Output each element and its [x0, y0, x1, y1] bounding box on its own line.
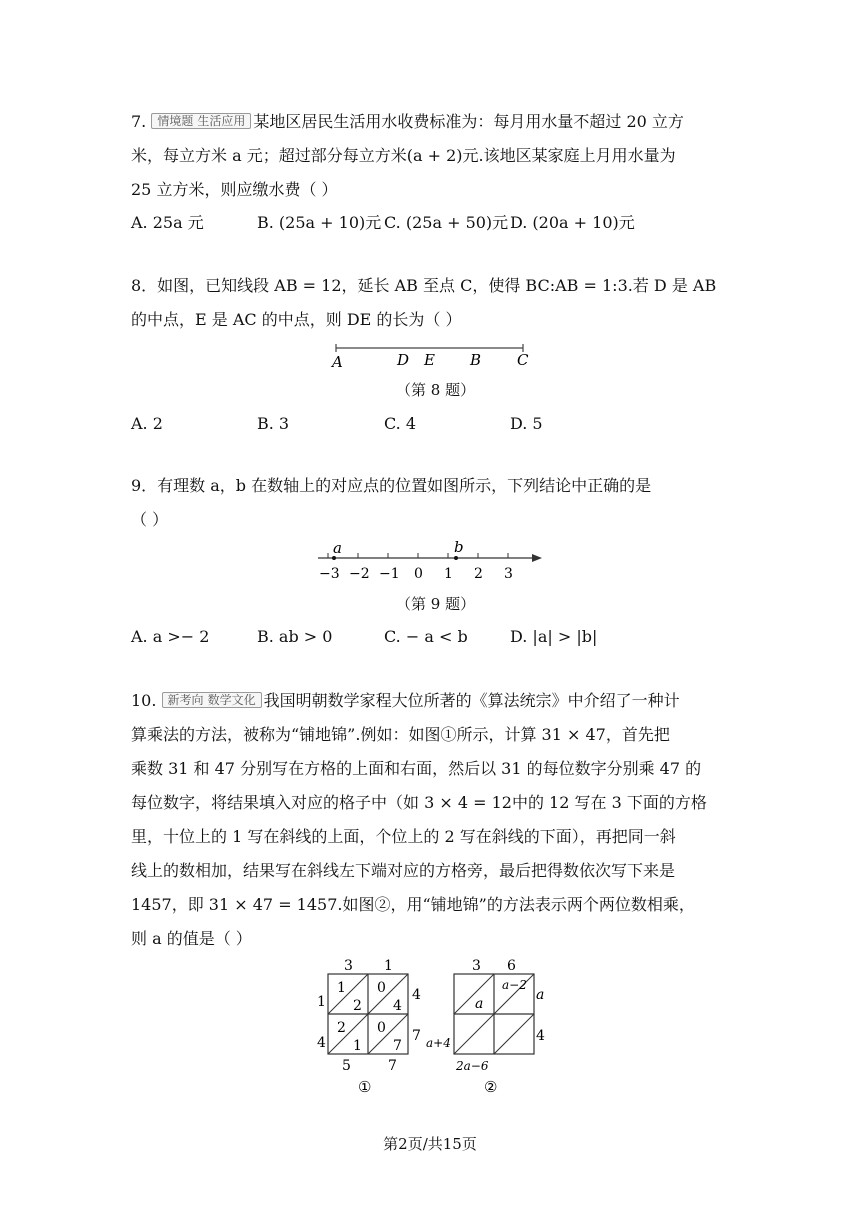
q9-tick-label: −1 — [379, 566, 400, 582]
q9-option-d: D. |a| > |b| — [510, 627, 598, 646]
q8-caption: （第 8 题） — [396, 381, 476, 399]
fig1-left-digit: 1 — [317, 994, 326, 1010]
fig2-cell-lower: a — [475, 996, 484, 1012]
q9-point-b — [454, 556, 458, 560]
q10-line1: 10. 新考向 数学文化 我国明朝数学家程大位所著的《算法统宗》中介绍了一种计 — [131, 691, 680, 710]
fig1-right-digit: 7 — [412, 1028, 421, 1044]
q8-option-c: C. 4 — [384, 414, 417, 433]
fig1-top-digit: 1 — [384, 958, 393, 974]
fig1-bottom-digit: 7 — [388, 1058, 397, 1074]
q7-option-c: C. (25a + 50)元 — [384, 213, 509, 232]
fig1-top-digit: 3 — [344, 958, 353, 974]
q7-line2: 米，每立方米 a 元；超过部分每立方米(a + 2)元.该地区某家庭上月用水量为 — [131, 146, 676, 165]
fig2-cell-upper: a−2 — [502, 978, 527, 992]
q7-line3: 25 立方米，则应缴水费（ ） — [131, 180, 338, 199]
fig2-label: ② — [484, 1078, 498, 1096]
q10-line5: 里，十位上的 1 写在斜线的上面，个位上的 2 写在斜线的下面），再把同一斜 — [131, 827, 676, 846]
fig2-top-digit: 3 — [472, 958, 481, 974]
q9-option-c: C. − a < b — [384, 627, 468, 646]
q10-figure-2 — [424, 958, 564, 1098]
q8-option-a: A. 2 — [131, 414, 163, 433]
q10-number: 10. — [131, 691, 157, 710]
q9-tick-label: 1 — [444, 566, 453, 582]
q9-tick-label: 3 — [504, 566, 513, 582]
q7-number: 7. — [131, 112, 147, 131]
q9-option-b: B. ab > 0 — [257, 627, 333, 646]
q7-option-d: D. (20a + 10)元 — [510, 213, 635, 232]
fig1-cell-digit: 1 — [337, 980, 346, 996]
fig1-cell-digit: 2 — [353, 998, 362, 1014]
fig1-bottom-digit: 5 — [342, 1058, 351, 1074]
fig1-cell-digit: 0 — [377, 1020, 386, 1036]
q10-line8: 则 a 的值是（ ） — [131, 929, 252, 948]
q9-tick-label: −3 — [319, 566, 340, 582]
q9-number-line — [310, 538, 550, 586]
q9-caption: （第 9 题） — [396, 595, 476, 613]
fig1-cell-digit: 2 — [337, 1020, 346, 1036]
fig1-cell-digit: 0 — [377, 980, 386, 996]
q10-tag-badge: 新考向 数学文化 — [162, 692, 262, 708]
q9-line1: 9．有理数 a，b 在数轴上的对应点的位置如图所示，下列结论中正确的是 — [131, 476, 652, 495]
q8-line2: 的中点，E 是 AC 的中点，则 DE 的长为（ ） — [131, 310, 462, 329]
q8-point-e: E — [424, 351, 435, 369]
q8-line1: 8．如图，已知线段 AB = 12，延长 AB 至点 C，使得 BC:AB = 1:3.若 D 是 AB — [131, 276, 717, 295]
q9-label-b: b — [454, 538, 464, 556]
q10-line2: 算乘法的方法，被称为“铺地锦”.例如：如图①所示，计算 31 × 47，首先把 — [131, 725, 670, 744]
q9-tick-label: 0 — [414, 566, 423, 582]
fig1-cell-digit: 1 — [353, 1038, 362, 1054]
q10-line4: 每位数字，将结果填入对应的格子中（如 3 × 4 = 12中的 12 写在 3 下面的方格 — [131, 793, 707, 812]
q9-tick-label: −2 — [349, 566, 370, 582]
q9-line2: （ ） — [131, 510, 169, 529]
fig2-top-digit: 6 — [507, 958, 516, 974]
page-footer: 第2页/共15页 — [383, 1135, 477, 1153]
fig1-cell-digit: 7 — [393, 1038, 402, 1054]
fig1-label: ① — [358, 1078, 372, 1096]
q8-point-b: B — [470, 351, 482, 369]
q10-line7: 1457，即 31 × 47 = 1457.如图②，用“铺地锦”的方法表示两个两位数相乘， — [131, 895, 695, 914]
q8-point-c: C — [517, 351, 529, 369]
q8-option-d: D. 5 — [510, 414, 543, 433]
fig1-left-digit: 4 — [317, 1035, 326, 1051]
q8-point-d: D — [397, 351, 410, 369]
fig1-right-digit: 4 — [412, 987, 421, 1003]
q7-line1: 7. 情境题 生活应用 某地区居民生活用水收费标准为：每月用水量不超过 20 立方 — [131, 112, 684, 131]
q9-option-a: A. a >− 2 — [131, 627, 210, 646]
q8-segment-figure — [320, 340, 540, 376]
q10-line6: 线上的数相加，结果写在斜线左下端对应的方格旁，最后把得数依次写下来是 — [131, 861, 676, 880]
q8-option-b: B. 3 — [257, 414, 290, 433]
fig2-bottom-label: 2a−6 — [456, 1059, 489, 1073]
q7-tag-badge: 情境题 生活应用 — [151, 113, 251, 129]
q7-option-b: B. (25a + 10)元 — [257, 213, 382, 232]
q7-option-a: A. 25a 元 — [131, 213, 204, 232]
q8-point-a: A — [332, 353, 343, 371]
q9-tick-label: 2 — [474, 566, 483, 582]
fig1-cell-digit: 4 — [393, 998, 402, 1014]
fig2-right-label: a — [536, 987, 545, 1003]
q10-line3: 乘数 31 和 47 分别写在方格的上面和右面，然后以 31 的每位数字分别乘 47 的 — [131, 759, 702, 778]
q9-label-a: a — [333, 539, 342, 557]
fig2-left-label: a+4 — [426, 1036, 451, 1050]
q10-figure-1 — [310, 958, 430, 1098]
fig2-right-label: 4 — [536, 1028, 545, 1044]
